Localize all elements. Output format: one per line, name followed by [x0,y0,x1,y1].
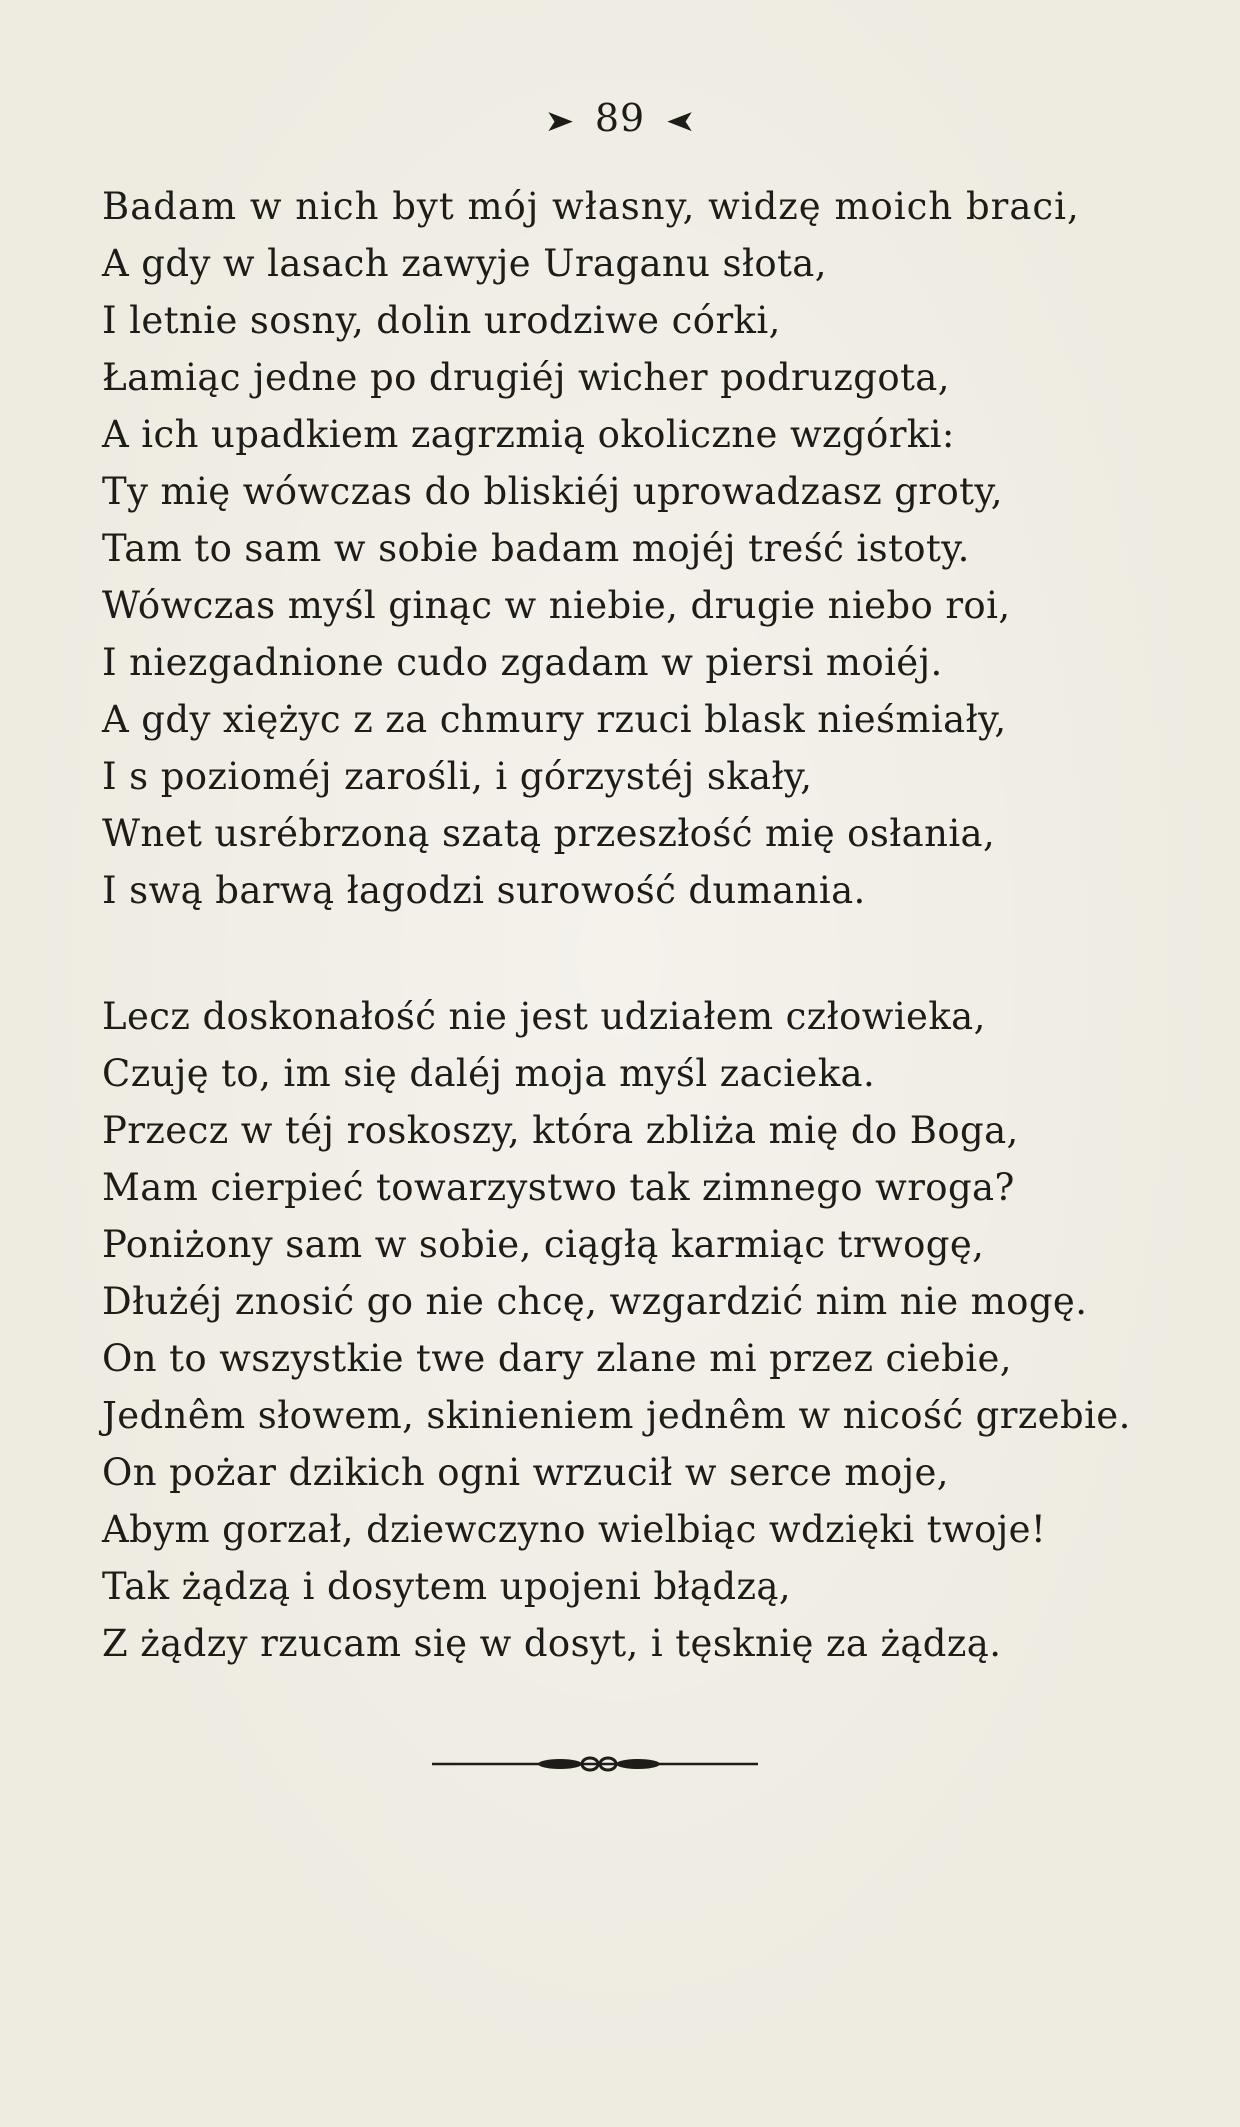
verse-line: Tam to sam w sobie badam mojéj treść istoty. [102,527,970,570]
verse-line: Przecz w téj roskoszy, która zbliża mię do Boga, [102,1109,1019,1152]
verse-line: Lecz doskonałość nie jest udziałem człowieka, [102,995,986,1038]
stanza-2 [102,988,1131,1672]
verse-line: On to wszystkie twe dary zlane mi przez ciebie, [102,1337,1012,1380]
verse-line: Tak żądzą i dosytem upojeni błądzą, [102,1565,791,1608]
verse-line: I swą barwą łagodzi surowość dumania. [102,869,866,912]
page-number: 89 [594,96,646,140]
verse-line: Łamiąc jedne po drugiéj wicher podruzgota, [102,356,950,399]
verse-line: Wnet usrébrzoną szatą przeszłość mię osłania, [102,812,996,855]
page-header [0,96,1240,140]
verse-line: Poniżony sam w sobie, ciągłą karmiąc trwogę, [102,1223,985,1266]
verse-line: Abym gorzał, dziewczyno wielbiąc wdzięki twoje! [102,1508,1047,1551]
verse-line: Dłużéj znosić go nie chcę, wzgardzić nim nie mogę. [102,1280,1088,1323]
verse-line: Badam w nich byt mój własny, widzę moich braci, [102,185,1080,228]
verse-line: I letnie sosny, dolin urodziwe córki, [102,299,781,342]
verse-line: I niezgadnione cudo zgadam w piersi moiéj. [102,641,943,684]
ornamental-rule-icon [432,1752,758,1776]
stanza-1 [102,178,1102,919]
ornament-right-icon: ➤ [664,104,696,139]
verse-line: A gdy w lasach zawyje Uraganu słota, [102,242,827,285]
verse-line: A ich upadkiem zagrzmią okoliczne wzgórki: [102,413,955,456]
verse-line: Jednêm słowem, skinieniem jednêm w nicość grzebie. [102,1394,1131,1437]
verse-line: Wówczas myśl ginąc w niebie, drugie niebo roi, [102,584,1011,627]
verse-line: On pożar dzikich ogni wrzucił w serce moje, [102,1451,949,1494]
verse-line: Mam cierpieć towarzystwo tak zimnego wroga? [102,1166,1015,1209]
verse-line: A gdy xiężyc z za chmury rzuci blask nieśmiały, [102,698,1007,741]
verse-line: Z żądzy rzucam się w dosyt, i tęsknię za żądzą. [102,1622,1002,1665]
verse-line: Ty mię wówczas do bliskiéj uprowadzasz groty, [102,470,1003,513]
verse-line: I s pozioméj zarośli, i górzystéj skały, [102,755,813,798]
ornament-left-icon: ➤ [544,104,576,139]
verse-line: Czuję to, im się daléj moja myśl zacieka. [102,1052,876,1095]
